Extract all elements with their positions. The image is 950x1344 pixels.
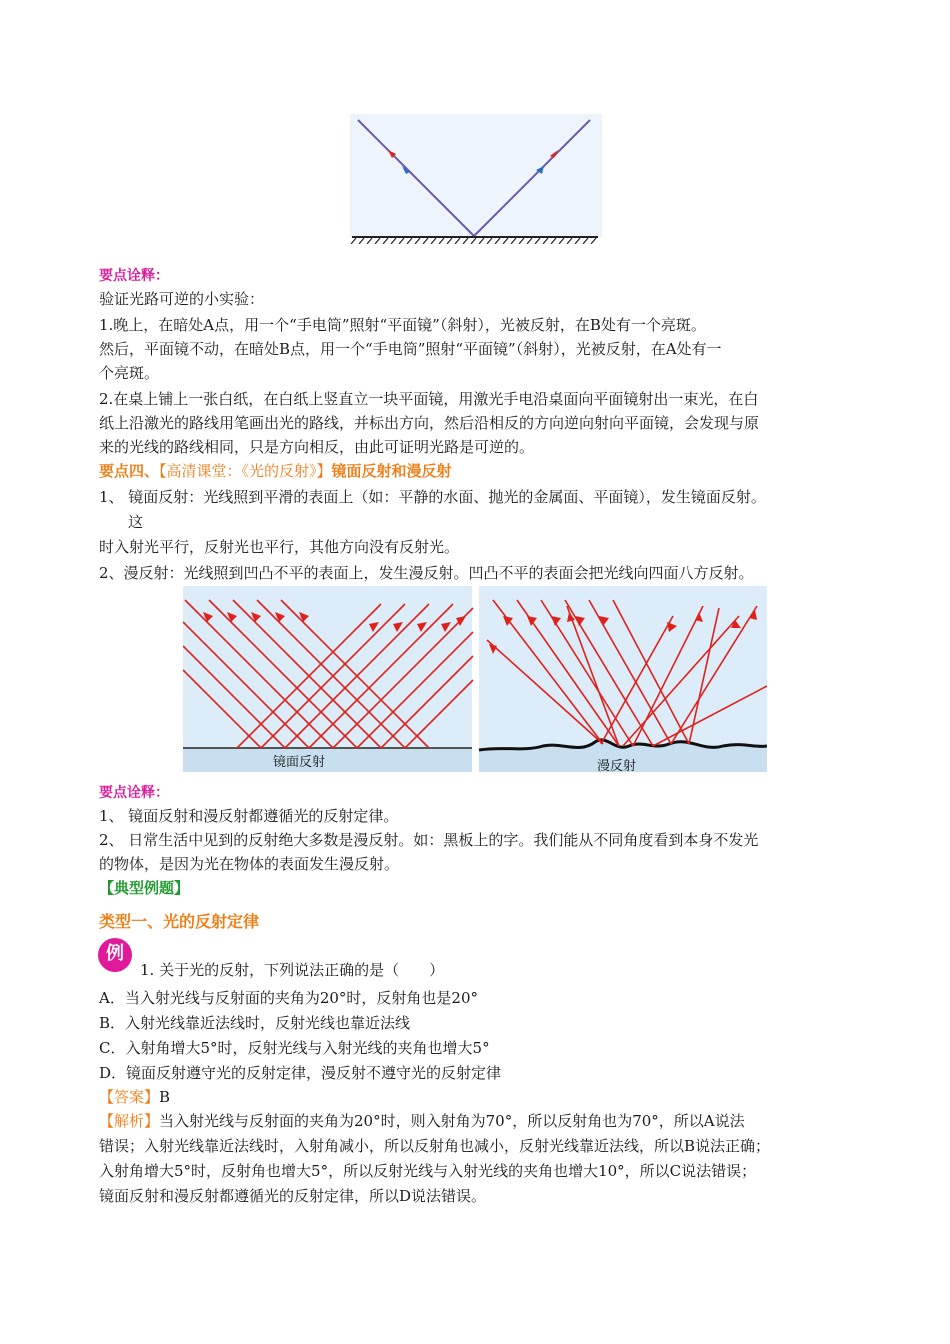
analysis-line4: 镜面反射和漫反射都遵循光的反射定律，所以D说法错误。: [99, 1187, 487, 1205]
answer-row: [99, 1087, 170, 1107]
diffuse-label: 漫反射: [597, 759, 637, 772]
note1-heading: 要点诠释：: [99, 268, 169, 284]
note2-item2-line1: 2、 日常生活中见到的反射绝大多数是漫反射。如：黑板上的字。我们能从不同角度看到本身不发光: [99, 831, 759, 849]
analysis-line3: 入射角增大5°时，反射角也增大5°，所以反射光线与入射光线的夹角也增大10°，所以C说法错误；: [99, 1162, 757, 1180]
note1-p1-line2: 然后，平面镜不动，在暗处B点，用一个“手电筒”照射“平面镜”（斜射），光被反射，在A处有一: [99, 340, 722, 358]
point4-prefix: 要点四、: [99, 462, 160, 480]
example-badge: [98, 938, 132, 972]
question-text: 1. 关于光的反射，下列说法正确的是（ ）: [140, 961, 445, 979]
note1-p2-line1: 2.在桌上铺上一张白纸，在白纸上竖直立一块平面镜，用激光手电沿桌面向平面镜射出一束光，在白: [99, 390, 759, 408]
option-a: A．当入射光线与反射面的夹角为20°时，反射角也是20°: [99, 989, 479, 1007]
point4-item1-line3: 时入射光平行，反射光也平行，其他方向没有反射光。: [99, 538, 460, 556]
point4-item1-line2: 这: [128, 513, 144, 531]
note2-item1: 1、 镜面反射和漫反射都遵循光的反射定律。: [99, 807, 399, 825]
point4-item1-line1: 1、 镜面反射：光线照到平滑的表面上（如：平静的水面、抛光的金属面、平面镜），发生镜面反射。: [99, 488, 766, 506]
analysis-line1: [99, 1111, 745, 1131]
point4-link[interactable]: 【高清课堂：《光的反射》】: [159, 462, 332, 480]
answer-label: 【答案】: [99, 1088, 160, 1106]
example-badge-text: 例: [106, 943, 124, 964]
note1-p2-line3: 来的光线的路线相同，只是方向相反，由此可证明光路是可逆的。: [99, 438, 535, 456]
option-d: D．镜面反射遵守光的反射定律，漫反射不遵守光的反射定律: [99, 1064, 502, 1082]
note1-p1-line1: 1.晚上，在暗处A点，用一个“手电筒”照射“平面镜”（斜射），光被反射，在B处有一个亮斑。: [99, 316, 706, 334]
specular-label: 镜面反射: [273, 755, 326, 770]
point4-item2: 2、漫反射：光线照到凹凸不平的表面上，发生漫反射。凹凸不平的表面会把光线向四面八方反射。: [99, 564, 754, 582]
reversibility-figure: [350, 114, 602, 244]
answer-value: B: [159, 1088, 171, 1106]
analysis-line2: 错误；入射光线靠近法线时，入射角减小，所以反射角也减小，反射光线靠近法线，所以B说法正确；: [99, 1137, 771, 1155]
note2-item2-line2: 的物体，是因为光在物体的表面发生漫反射。: [99, 855, 400, 873]
option-b: B．入射光线靠近法线时，反射光线也靠近法线: [99, 1014, 411, 1032]
type1-heading: 类型一、光的反射定律: [99, 912, 260, 931]
note1-p1-line3: 个亮斑。: [99, 364, 160, 382]
point4-title: 镜面反射和漫反射: [331, 462, 452, 480]
reflection-comparison-figure: [183, 586, 767, 772]
option-c: C．入射角增大5°时，反射光线与入射光线的夹角也增大5°: [99, 1039, 490, 1057]
analysis-text-1: 当入射光线与反射面的夹角为20°时，则入射角为70°，所以反射角也为70°，所以A说法: [159, 1112, 745, 1130]
note1-intro: 验证光路可逆的小实验：: [99, 290, 265, 308]
analysis-label: 【解析】: [99, 1112, 160, 1130]
note1-p2-line2: 纸上沿激光的路线用笔画出光的路线，并标出方向，然后沿相反的方向逆向射向平面镜，会发现与原: [99, 414, 760, 432]
point4-heading: [99, 461, 452, 481]
note2-heading: 要点诠释：: [99, 785, 169, 801]
examples-heading: 【典型例题】: [99, 879, 190, 897]
